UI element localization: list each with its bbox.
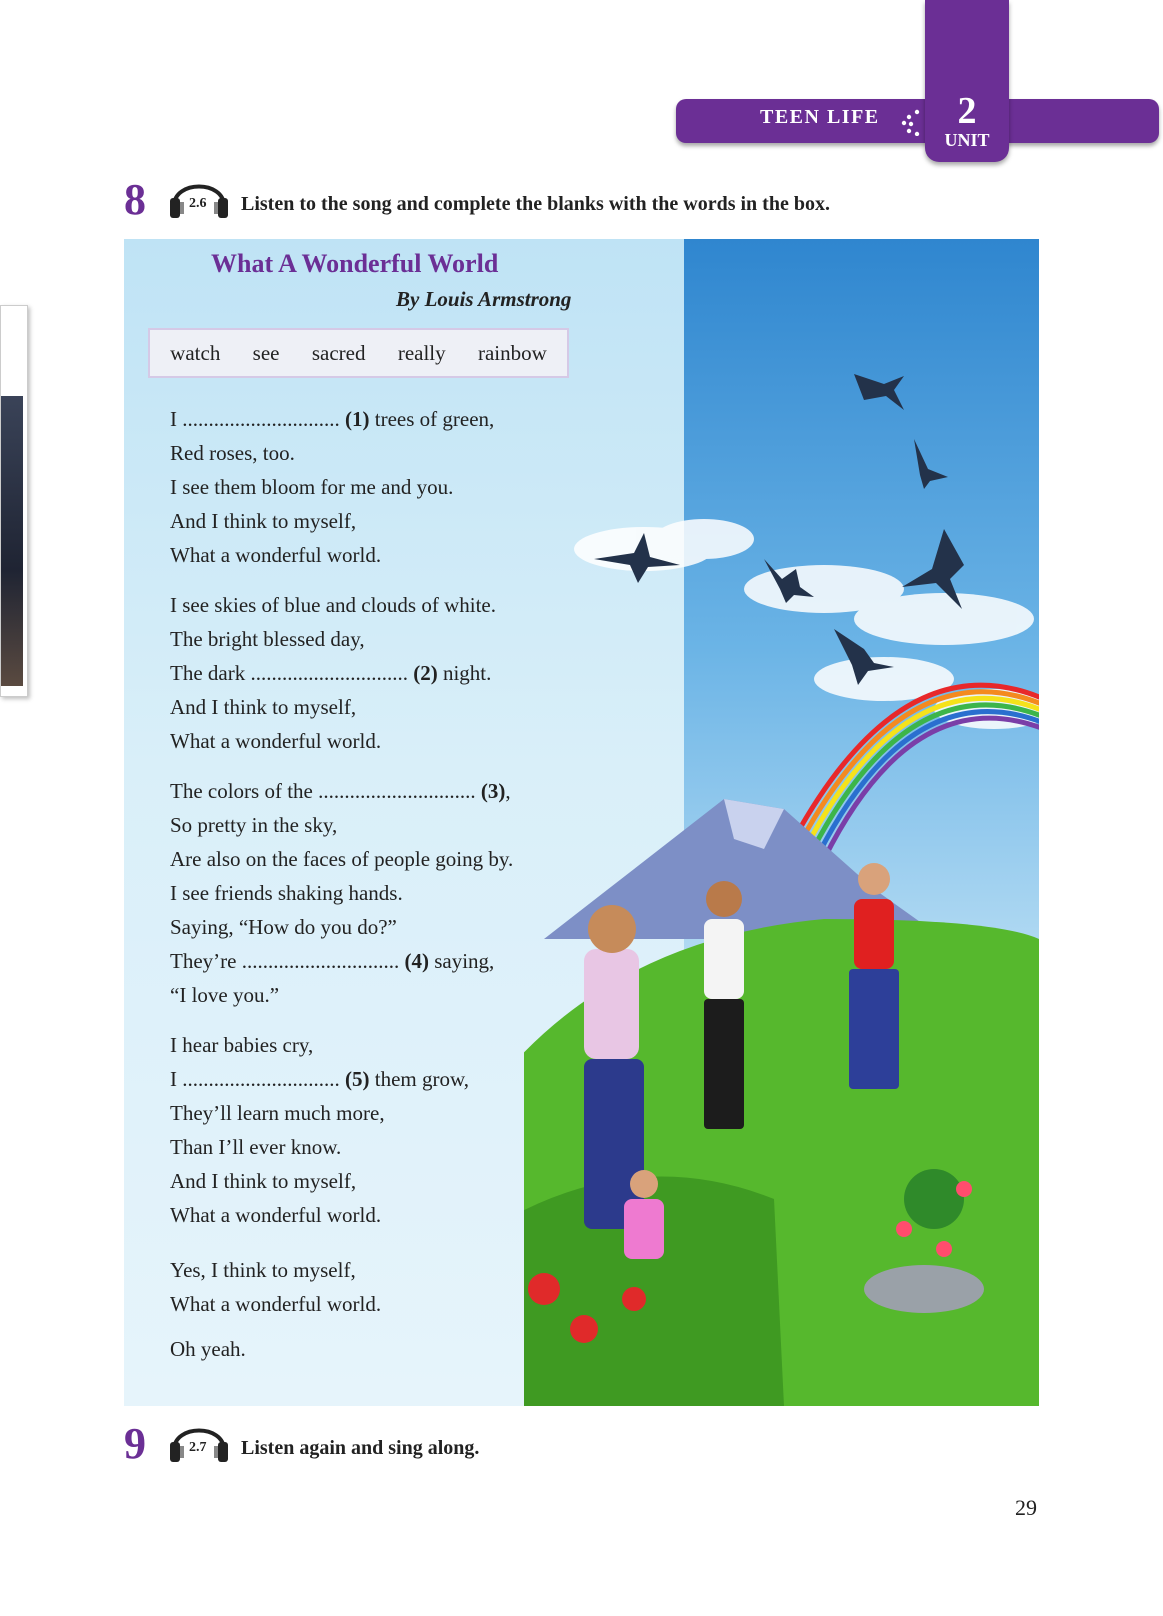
headphones-icon[interactable] (166, 170, 232, 220)
adjacent-photo-edge (0, 305, 28, 697)
headphones-icon[interactable] (166, 1414, 232, 1464)
unit-number: 2 (957, 90, 977, 132)
lyric-line (170, 661, 491, 686)
lyric-line: Oh yeah. (170, 1337, 246, 1361)
unit-tab (925, 0, 1009, 162)
lyric-line: I see friends shaking hands. (170, 881, 403, 905)
lyric-line (170, 407, 494, 432)
lyric-text: I .............................. (170, 1067, 345, 1091)
lyric-line: What a wonderful world. (170, 1292, 382, 1316)
word-box (148, 328, 569, 378)
park-illustration (524, 239, 1039, 1406)
blank-number[interactable]: (3) (480, 779, 506, 803)
dots-icon (901, 108, 923, 136)
word-box-item: rainbow (477, 340, 547, 365)
lyric-text: night. (437, 661, 492, 685)
lyric-line: And I think to myself, (170, 1169, 357, 1193)
lyric-line: What a wonderful world. (170, 729, 382, 753)
blank-number[interactable]: (4) (404, 949, 429, 973)
blank-number[interactable]: (1) (345, 407, 370, 431)
lyric-line (170, 779, 511, 804)
lyric-line: And I think to myself, (170, 695, 357, 719)
exercise-9-instruction: Listen again and sing along. (241, 1437, 480, 1459)
lyric-line: They’ll learn much more, (170, 1101, 385, 1125)
lyric-line: I see skies of blue and clouds of white. (170, 593, 497, 617)
unit-label: UNIT (944, 130, 990, 150)
photo-fragment (1, 396, 23, 686)
word-box-item: really (397, 340, 446, 365)
lyric-line: I see them bloom for me and you. (170, 475, 454, 499)
rainbow (794, 685, 1039, 859)
lyric-line: What a wonderful world. (170, 1203, 382, 1227)
lyric-text: saying, (428, 949, 495, 973)
lyric-line: I hear babies cry, (170, 1033, 314, 1057)
lyric-text: The dark .............................. (170, 661, 414, 685)
word-box-item: watch (170, 340, 221, 365)
lyric-line: The bright blessed day, (170, 627, 365, 651)
song-title: What A Wonderful World (211, 249, 499, 278)
lyric-line: And I think to myself, (170, 509, 357, 533)
exercise-8-number: 8 (124, 175, 146, 224)
blank-number[interactable]: (5) (345, 1067, 370, 1091)
lyric-text: The colors of the .............................. (170, 779, 481, 803)
song-panel (124, 239, 1039, 1406)
lyric-line (170, 1067, 469, 1092)
lyric-line: “I love you.” (170, 983, 280, 1007)
page-number: 29 (1015, 1495, 1037, 1520)
lyric-line (170, 949, 494, 974)
blank-number[interactable]: (2) (413, 661, 438, 685)
lyric-line: What a wonderful world. (170, 543, 382, 567)
exercise-9-number: 9 (124, 1419, 146, 1468)
song-author: By Louis Armstrong (396, 287, 572, 311)
track-label: 2.6 (189, 196, 207, 211)
lyric-line: Yes, I think to myself, (170, 1258, 356, 1282)
lyric-line: Than I’ll ever know. (170, 1135, 342, 1159)
word-box-item: see (252, 340, 280, 365)
lyric-text: them grow, (369, 1067, 470, 1091)
section-label: TEEN LIFE (760, 106, 880, 128)
exercise-8-instruction: Listen to the song and complete the blanks with the words in the box. (241, 193, 830, 215)
lyric-line: Red roses, too. (170, 441, 295, 465)
lyric-text: , (505, 779, 511, 803)
word-box-item: sacred (311, 340, 366, 365)
lyric-line: So pretty in the sky, (170, 813, 338, 837)
lyric-text: trees of green, (369, 407, 495, 431)
lyric-line: Are also on the faces of people going by. (170, 847, 514, 871)
lyric-line: Saying, “How do you do?” (170, 915, 397, 939)
lyric-text: I .............................. (170, 407, 345, 431)
track-label: 2.7 (189, 1440, 207, 1455)
lyric-text: They’re .............................. (170, 949, 405, 973)
